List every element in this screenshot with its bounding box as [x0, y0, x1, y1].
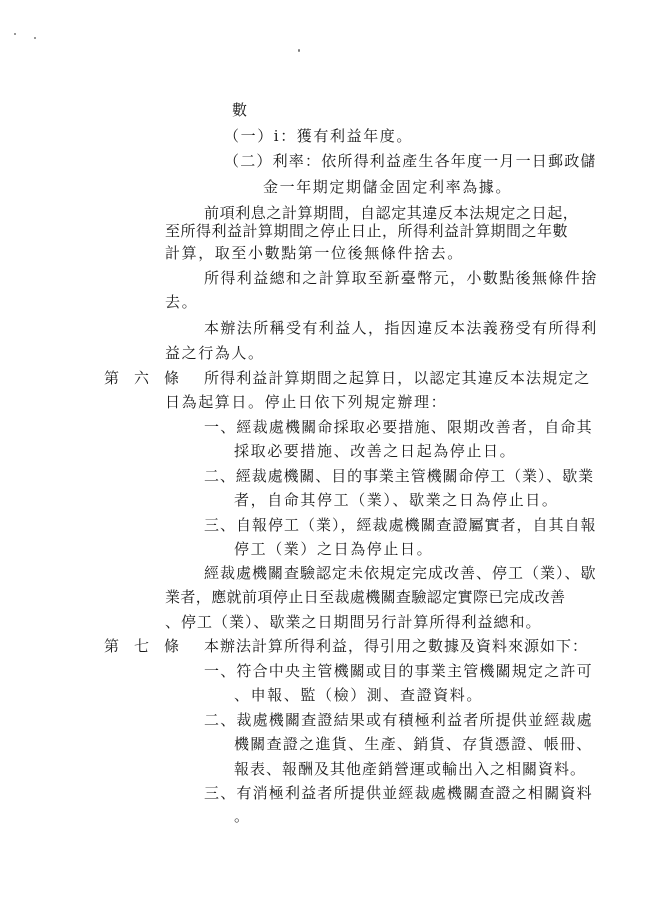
text-line: 機關查證之進貨、生產、銷貨、存貨憑證、帳冊、 — [234, 735, 593, 753]
text-line: 經裁處機關查驗認定未依規定完成改善、停工（業）、歇 — [204, 564, 597, 582]
text-line: （二）利率：依所得利益產生各年度一月一日郵政儲 — [224, 152, 597, 170]
text-line: 一、經裁處機關命採取必要措施、限期改善者，自命其 — [204, 418, 593, 436]
text-line: 計算，取至小數點第一位後無條件捨去。 — [165, 244, 464, 262]
text-line: 日為起算日。停止日依下列規定辦理： — [165, 393, 448, 411]
text-line: 三、自報停工（業），經裁處機關查證屬實者，自其自報 — [204, 516, 597, 534]
text-line: 去。 — [165, 293, 199, 311]
text-line: 本辦法所稱受有利益人，指因違反本法義務受有所得利 — [204, 319, 598, 337]
scan-speck — [34, 37, 36, 39]
text-line: 益之行為人。 — [165, 344, 265, 362]
article-prefix: 第 — [104, 637, 120, 655]
text-line: 本辦法計算所得利益，得引用之數據及資料來源如下： — [204, 637, 589, 655]
text-line: 至所得利益計算期間之停止日止，所得利益計算期間之年數 — [165, 222, 569, 240]
text-line: 、停工（業）、歇業之日期間另行計算所得利益總和。 — [165, 613, 542, 631]
article-suffix: 條 — [164, 637, 180, 655]
text-line: 。 — [234, 807, 251, 825]
text-line: 一、符合中央主管機關或目的事業主管機關規定之許可 — [204, 662, 593, 680]
article-number: 六 — [134, 369, 150, 387]
text-line: 數 — [232, 101, 249, 119]
text-line: 所得利益計算期間之起算日，以認定其違反本法規定之 — [204, 369, 591, 387]
text-line: 業者，應就前項停止日至裁處機關查驗認定實際已完成改善 — [165, 588, 566, 606]
text-line: 報表、報酬及其他產銷營運或輸出入之相關資料。 — [234, 760, 587, 778]
text-line: 者，自命其停工（業）、歇業之日為停止日。 — [234, 491, 559, 509]
text-line: （一）i：獲有利益年度。 — [224, 127, 413, 145]
scan-speck — [298, 49, 300, 52]
article-number: 七 — [134, 637, 150, 655]
text-line: 採取必要措施、改善之日起為停止日。 — [234, 442, 517, 460]
scan-speck — [14, 33, 16, 35]
text-line: 前項利息之計算期間，自認定其違反本法規定之日起， — [204, 204, 579, 222]
text-line: 二、經裁處機關、目的事業主管機關命停工（業）、歇業 — [204, 467, 595, 485]
text-line: 二、裁處機關查證結果或有積極利益者所提供並經裁處 — [204, 711, 593, 729]
text-line: 停工（業）之日為停止日。 — [234, 540, 434, 558]
article-prefix: 第 — [104, 369, 120, 387]
text-line: 三、有消極利益者所提供並經裁處機關查證之相關資料 — [204, 784, 593, 802]
text-line: 所得利益總和之計算取至新臺幣元，小數點後無條件捨 — [204, 269, 598, 287]
text-line: 、申報、監（檢）測、查證資料。 — [234, 686, 484, 704]
text-line: 金一年期定期儲金固定利率為據。 — [263, 178, 513, 196]
article-suffix: 條 — [164, 369, 180, 387]
